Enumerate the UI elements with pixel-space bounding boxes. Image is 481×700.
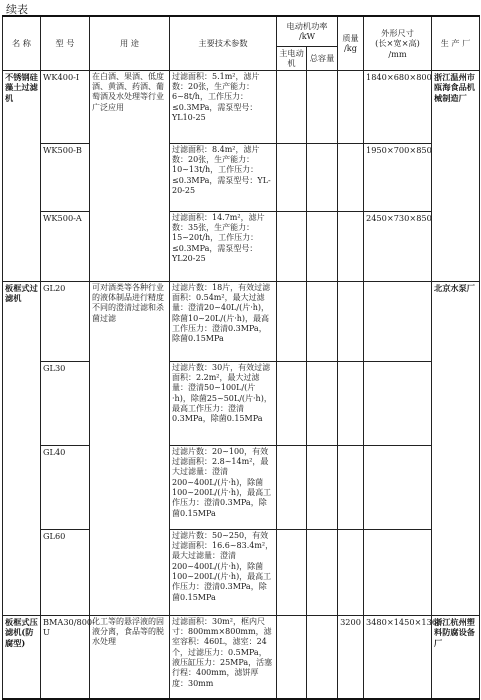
equipment-table	[2, 15, 480, 700]
dims-cell: 3480×1450×1360	[364, 615, 432, 699]
power-total-cell	[307, 445, 338, 529]
power-main-cell	[277, 70, 307, 143]
power-main-cell	[277, 143, 307, 211]
power-total-cell	[307, 529, 338, 615]
maker-cell: 浙江温州市瓯海食品机械制造厂	[432, 70, 480, 281]
header-mass: 质量 /kg	[338, 16, 364, 70]
power-main-cell	[277, 281, 307, 361]
group-name: 不锈钢硅藻土过滤机	[3, 70, 41, 281]
continued-label: 续表	[6, 3, 28, 16]
model-cell: GL40	[41, 445, 90, 529]
model-cell: WK400-Ⅰ	[41, 70, 90, 143]
header-usage: 用 途	[90, 16, 170, 70]
mass-cell	[338, 211, 364, 281]
header-name: 名 称	[3, 16, 41, 70]
power-main-cell	[277, 529, 307, 615]
mass-cell: 3200	[338, 615, 364, 699]
group-name: 板框式过滤机	[3, 281, 41, 615]
mass-cell	[338, 445, 364, 529]
header-power-main: 主电动机	[277, 46, 307, 70]
header-power: 电动机功率 /kW	[277, 16, 338, 46]
power-main-cell	[277, 445, 307, 529]
power-total-cell	[307, 361, 338, 445]
power-total-cell	[307, 615, 338, 699]
table-row	[3, 143, 480, 211]
table-row	[3, 361, 480, 445]
model-cell: BMA30/800-U	[41, 615, 90, 699]
params-cell: 过滤片数：18片，有效过滤面积：0.54m²，最大过滤量：澄清20~40L/(片·h)，除菌10~20L/(片·h)，最高工作压力：澄清0.3MPa，除菌0.15MPa	[170, 281, 277, 361]
table-row	[3, 211, 480, 281]
dims-cell	[364, 281, 432, 361]
group-name: 板框式压滤机(防腐型)	[3, 615, 41, 699]
header-power-total: 总容量	[307, 46, 338, 70]
model-cell: GL30	[41, 361, 90, 445]
mass-cell	[338, 281, 364, 361]
usage-cell: 化工等的悬浮液的固液分离，食品等的脱水处理	[90, 615, 170, 699]
usage-cell: 在白酒、果酒、低度酒、黄酒、药酒、葡萄酒及水处理等行业广泛应用	[90, 70, 170, 281]
power-total-cell	[307, 143, 338, 211]
params-cell: 过滤片数：50~250，有效过滤面积：16.6~83.4m²，最大过滤量：澄清200~400L/(片·h)，除菌100~200L/(片·h)，最高工作压力：澄清0.3MPa，除菌0.15MPa	[170, 529, 277, 615]
power-main-cell	[277, 615, 307, 699]
mass-cell	[338, 529, 364, 615]
table-row	[3, 445, 480, 529]
params-cell: 过滤片数：20~100，有效过滤面积：2.8~14m²，最大过滤量：澄清200~400L/(片·h)，除菌100~200L/(片·h)，最高工作压力：澄清0.3MPa，除菌0.15MPa	[170, 445, 277, 529]
header-maker: 生 产 厂	[432, 16, 480, 70]
header-dims: 外形尺寸 (长×宽×高) /mm	[364, 16, 432, 70]
power-total-cell	[307, 70, 338, 143]
model-cell: GL20	[41, 281, 90, 361]
power-main-cell	[277, 211, 307, 281]
header-params: 主要技术参数	[170, 16, 277, 70]
maker-cell: 北京水泵厂	[432, 281, 480, 615]
dims-cell: 1840×680×800	[364, 70, 432, 143]
model-cell: WK500-B	[41, 143, 90, 211]
model-cell: WK500-A	[41, 211, 90, 281]
mass-cell	[338, 143, 364, 211]
params-cell: 过滤面积：14.7m²，滤片数：35张，生产能力：15~20t/h，工作压力：≤0.3MPa，需泵型号：YL20-25	[170, 211, 277, 281]
dims-cell: 2450×730×850	[364, 211, 432, 281]
params-cell: 过滤面积：5.1m²，滤片数：20张，生产能力：6~8t/h，工作压力：≤0.3MPa，需泵型号：YL10-25	[170, 70, 277, 143]
header-model: 型 号	[41, 16, 90, 70]
maker-cell: 浙江杭州塑料防腐设备厂	[432, 615, 480, 699]
table-row	[3, 529, 480, 615]
table-row	[3, 281, 480, 361]
table-row	[3, 70, 480, 143]
dims-cell	[364, 361, 432, 445]
table-row	[3, 615, 480, 699]
dims-cell: 1950×700×850	[364, 143, 432, 211]
dims-cell	[364, 445, 432, 529]
model-cell: GL60	[41, 529, 90, 615]
mass-cell	[338, 70, 364, 143]
params-cell: 过滤面积：8.4m²，滤片数：20张，生产能力：10~13t/h，工作压力：≤0.3MPa，需泵型号：YL-20-25	[170, 143, 277, 211]
power-main-cell	[277, 361, 307, 445]
power-total-cell	[307, 281, 338, 361]
mass-cell	[338, 361, 364, 445]
power-total-cell	[307, 211, 338, 281]
usage-cell: 可对酒类等各种行业的液体制品进行精度不同的澄清过滤和杀菌过滤	[90, 281, 170, 615]
params-cell: 过滤面积：30m²，框内尺寸：800mm×800mm，滤室容积：460L，滤室：24个，过滤压力：0.5MPa，液压缸压力：25MPa，活塞行程：400mm，滤饼厚度：30mm	[170, 615, 277, 699]
params-cell: 过滤片数：30片，有效过滤面积：2.2m²，最大过滤量：澄清50~100L/(片·h)，除菌25~50L/(片·h)，最高工作压力：澄清0.3MPa，除菌0.15MPa	[170, 361, 277, 445]
dims-cell	[364, 529, 432, 615]
